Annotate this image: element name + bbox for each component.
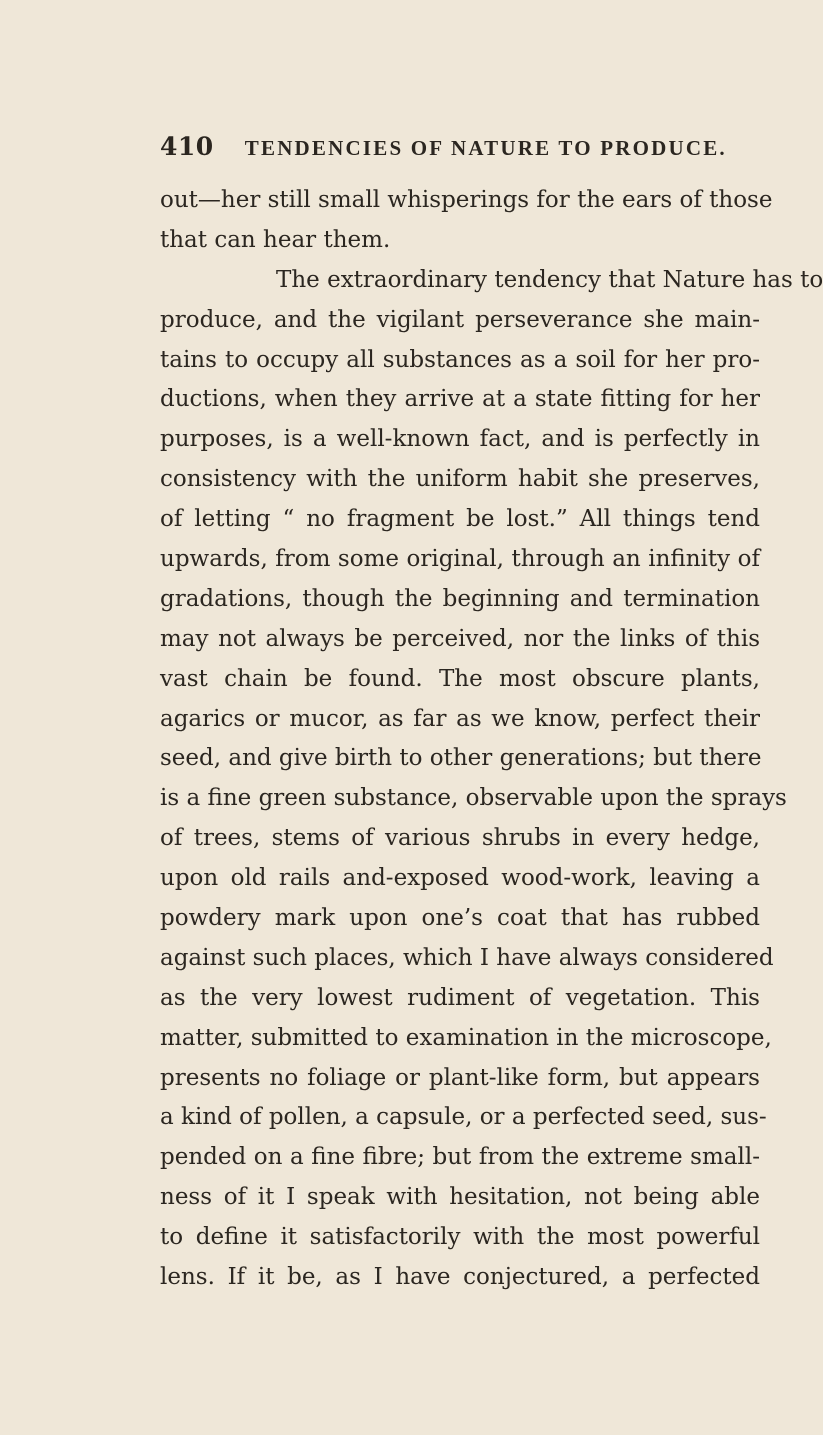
text-line: matter, submitted to examination in the microscope, (160, 1024, 772, 1051)
text-line: powdery mark upon one’s coat that has rubbed (160, 905, 760, 932)
text-line: is a fine green substance, observable upon the sprays (160, 785, 787, 812)
text-line: agarics or mucor, as far as we know, perfect their (160, 705, 760, 732)
running-title: TENDENCIES OF NATURE TO PRODUCE. (244, 136, 727, 160)
text-line: that can hear them. (160, 226, 391, 253)
text-line: of trees, stems of various shrubs in every hedge, (160, 825, 760, 852)
text-line: ductions, when they arrive at a state fitting for her (160, 386, 760, 413)
text-line: vast chain be found. The most obscure plants, (160, 665, 760, 692)
running-head (160, 132, 760, 172)
text-line: out—her still small whisperings for the ears of those (160, 187, 773, 213)
text-line: upwards, from some original, through an infinity of (160, 546, 760, 573)
text-line: as the very lowest rudiment of vegetation. This (160, 984, 760, 1011)
text-line: lens. If it be, as I have conjectured, a perfected (160, 1264, 760, 1291)
paragraph-start-line: The extraordinary tendency that Nature has to (276, 266, 823, 293)
text-line: ness of it I speak with hesitation, not being able (160, 1184, 760, 1211)
text-line: may not always be perceived, nor the links of this (160, 625, 760, 652)
text-line: seed, and give birth to other generations; but there (160, 745, 762, 772)
text-line: of letting “ no fragment be lost.” All things tend (160, 506, 760, 533)
text-line: upon old rails and-exposed wood-work, leaving a (160, 865, 760, 892)
text-line: a kind of pollen, a capsule, or a perfected seed, sus- (160, 1104, 767, 1131)
text-line: against such places, which I have always considered (160, 944, 774, 971)
text-line: gradations, though the beginning and termination (160, 585, 760, 612)
text-line: to define it satisfactorily with the most powerful (160, 1224, 760, 1251)
page-number: 410 (160, 132, 214, 161)
text-line: tains to occupy all substances as a soil for her pro- (160, 346, 760, 373)
text-line: produce, and the vigilant perseverance she main- (160, 306, 760, 333)
text-line: consistency with the uniform habit she preserves, (160, 466, 760, 493)
text-line: pended on a fine fibre; but from the extreme small- (160, 1144, 760, 1171)
text-line: purposes, is a well-known fact, and is perfectly in (160, 426, 760, 453)
text-line: presents no foliage or plant-like form, but appears (160, 1064, 760, 1091)
body-text (160, 181, 823, 1298)
